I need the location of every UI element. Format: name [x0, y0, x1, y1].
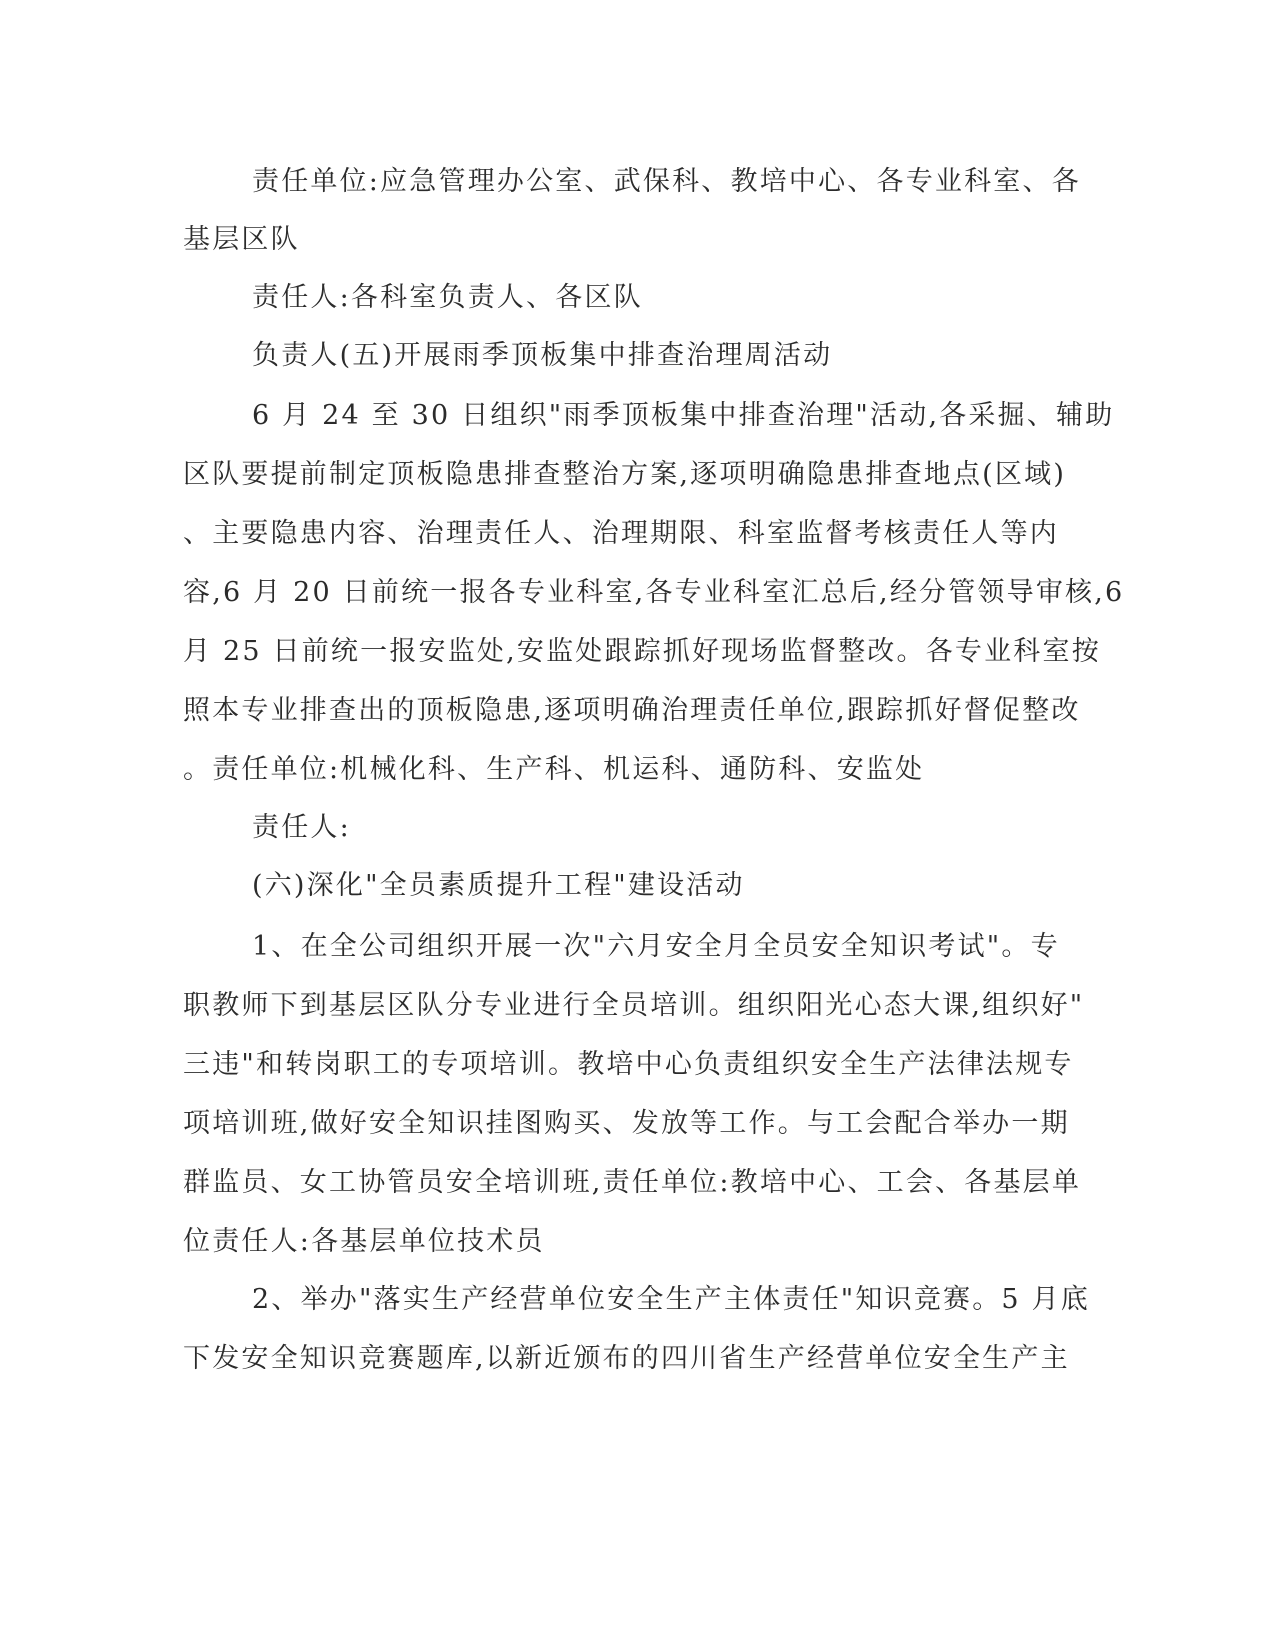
paragraph-line: 基层区队 — [183, 224, 300, 255]
paragraph-line: 责任人:各科室负责人、各区队 — [252, 282, 643, 313]
paragraph-line: 下发安全知识竞赛题库,以新近颁布的四川省生产经营单位安全生产主 — [183, 1343, 1070, 1374]
paragraph-line: 位责任人:各基层单位技术员 — [183, 1226, 545, 1257]
paragraph-line: 2、举办"落实生产经营单位安全生产主体责任"知识竞赛。5 月底 — [252, 1284, 1090, 1315]
paragraph-line: 6 月 24 至 30 日组织"雨季顶板集中排查治理"活动,各采掘、辅助 — [252, 400, 1115, 431]
paragraph-line: 区队要提前制定顶板隐患排查整治方案,逐项明确隐患排查地点(区域) — [183, 459, 1067, 490]
paragraph-line: 责任人: — [252, 812, 351, 843]
paragraph-line: 责任单位:应急管理办公室、武保科、教培中心、各专业科室、各 — [252, 166, 1081, 197]
paragraph-line: 三违"和转岗职工的专项培训。教培中心负责组织安全生产法律法规专 — [183, 1049, 1074, 1080]
paragraph-line: 职教师下到基层区队分专业进行全员培训。组织阳光心态大课,组织好" — [183, 990, 1085, 1021]
section-heading: (六)深化"全员素质提升工程"建设活动 — [252, 870, 745, 901]
paragraph-line: 项培训班,做好安全知识挂图购买、发放等工作。与工会配合举办一期 — [183, 1108, 1070, 1139]
paragraph-line: 容,6 月 20 日前统一报各专业科室,各专业科室汇总后,经分管领导审核,6 — [183, 577, 1125, 608]
paragraph-line: 1、在全公司组织开展一次"六月安全月全员安全知识考试"。专 — [252, 931, 1060, 962]
paragraph-line: 、主要隐患内容、治理责任人、治理期限、科室监督考核责任人等内 — [183, 518, 1059, 549]
paragraph-line: 。责任单位:机械化科、生产科、机运科、通防科、安监处 — [183, 754, 925, 785]
paragraph-line: 照本专业排查出的顶板隐患,逐项明确治理责任单位,跟踪抓好督促整改 — [183, 695, 1081, 726]
paragraph-line: 月 25 日前统一报安监处,安监处跟踪抓好现场监督整改。各专业科室按 — [183, 636, 1101, 667]
paragraph-line: 群监员、女工协管员安全培训班,责任单位:教培中心、工会、各基层单 — [183, 1167, 1082, 1198]
section-heading: 负责人(五)开展雨季顶板集中排查治理周活动 — [252, 340, 833, 371]
